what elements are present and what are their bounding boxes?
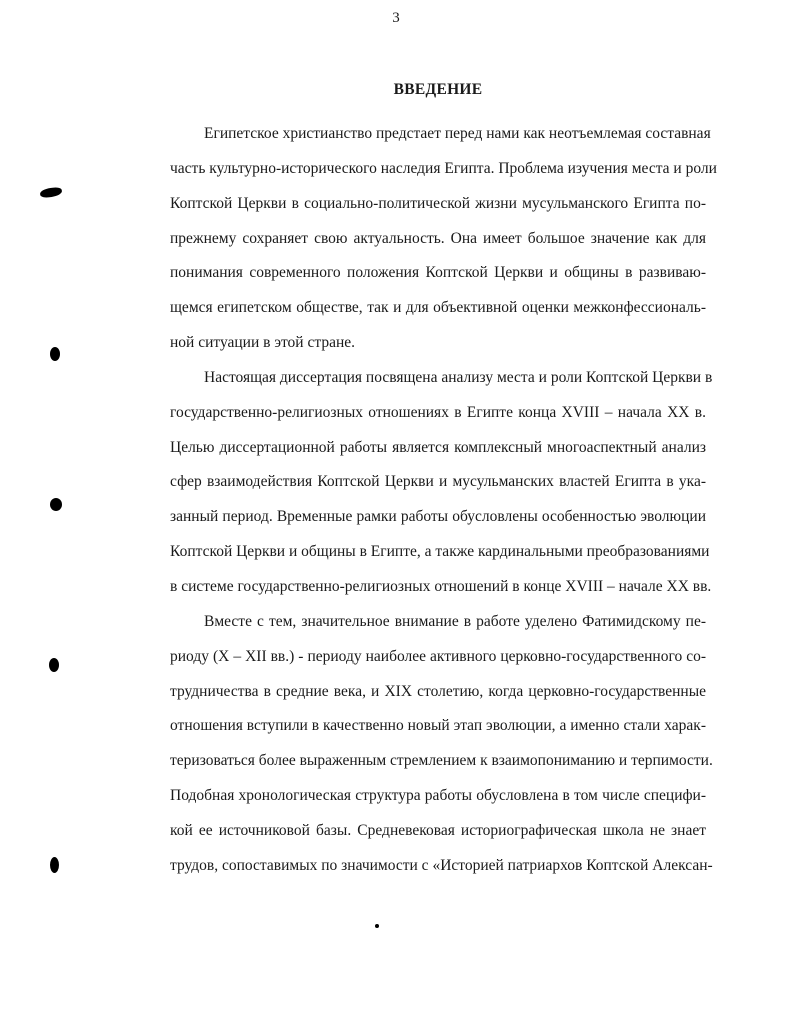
text-line: Настоящая диссертация посвящена анализу места и роли Коптской Церкви в xyxy=(204,368,713,386)
text-line: трудов, сопоставимых по значимости с «Историей патриархов Коптской Алексан- xyxy=(170,856,713,874)
text-line: Коптской Церкви в социально-политической жизни мусульманского Египта по- xyxy=(170,194,706,212)
text-line: Целью диссертационной работы является комплексный многоаспектный анализ xyxy=(170,438,706,456)
page-number: 3 xyxy=(392,10,400,26)
text-line: трудничества в средние века, и XIX столетию, когда церковно-государственные xyxy=(170,682,706,700)
binder-hole-mark xyxy=(49,658,59,672)
binder-hole-mark xyxy=(50,857,59,873)
text-line: сфер взаимодействия Коптской Церкви и мусульманских властей Египта в ука- xyxy=(170,473,706,491)
text-line: ной ситуации в этой стране. xyxy=(170,334,356,352)
text-line: занный период. Временные рамки работы обусловлены особенностью эволюции xyxy=(170,508,706,526)
text-line: Египетское христианство предстает перед нами как неотъемлемая составная xyxy=(204,125,711,142)
text-line: Вместе с тем, значительное внимание в работе уделено Фатимидскому пе- xyxy=(204,612,706,630)
text-line: Подобная хронологическая структура работы обусловлена в том числе специфи- xyxy=(170,787,706,805)
scan-speck xyxy=(375,924,379,928)
text-line: понимания современного положения Коптской Церкви и общины в развиваю- xyxy=(170,264,706,282)
text-line: кой ее источниковой базы. Средневековая историографическая школа не знает xyxy=(170,821,706,839)
text-line: Коптской Церкви и общины в Египте, а также кардинальными преобразованиями xyxy=(170,543,710,561)
binder-hole-mark xyxy=(50,347,60,361)
text-line: прежнему сохраняет свою актуальность. Она имеет большое значение как для xyxy=(170,229,706,247)
text-line: щемся египетском обществе, так и для объективной оценки межконфессиональ- xyxy=(170,299,706,317)
text-line: государственно-религиозных отношениях в Египте конца XVIII – начала XX в. xyxy=(170,403,706,421)
document-body xyxy=(170,117,717,884)
binder-hole-mark xyxy=(50,498,62,511)
text-line: в системе государственно-религиозных отношений в конце XVIII – начале XX вв. xyxy=(170,577,712,595)
text-line: часть культурно-исторического наследия Египта. Проблема изучения места и роли xyxy=(170,159,717,177)
binder-hole-mark xyxy=(39,187,62,199)
text-line: риоду (X – XII вв.) - периоду наиболее активного церковно-государственного со- xyxy=(170,647,706,665)
text-line: отношения вступили в качественно новый этап эволюции, а именно стали харак- xyxy=(170,717,706,735)
page-title: ВВЕДЕНИЕ xyxy=(393,81,483,98)
text-line: теризоваться более выраженным стремлением к взаимопониманию и терпимости. xyxy=(170,752,713,770)
